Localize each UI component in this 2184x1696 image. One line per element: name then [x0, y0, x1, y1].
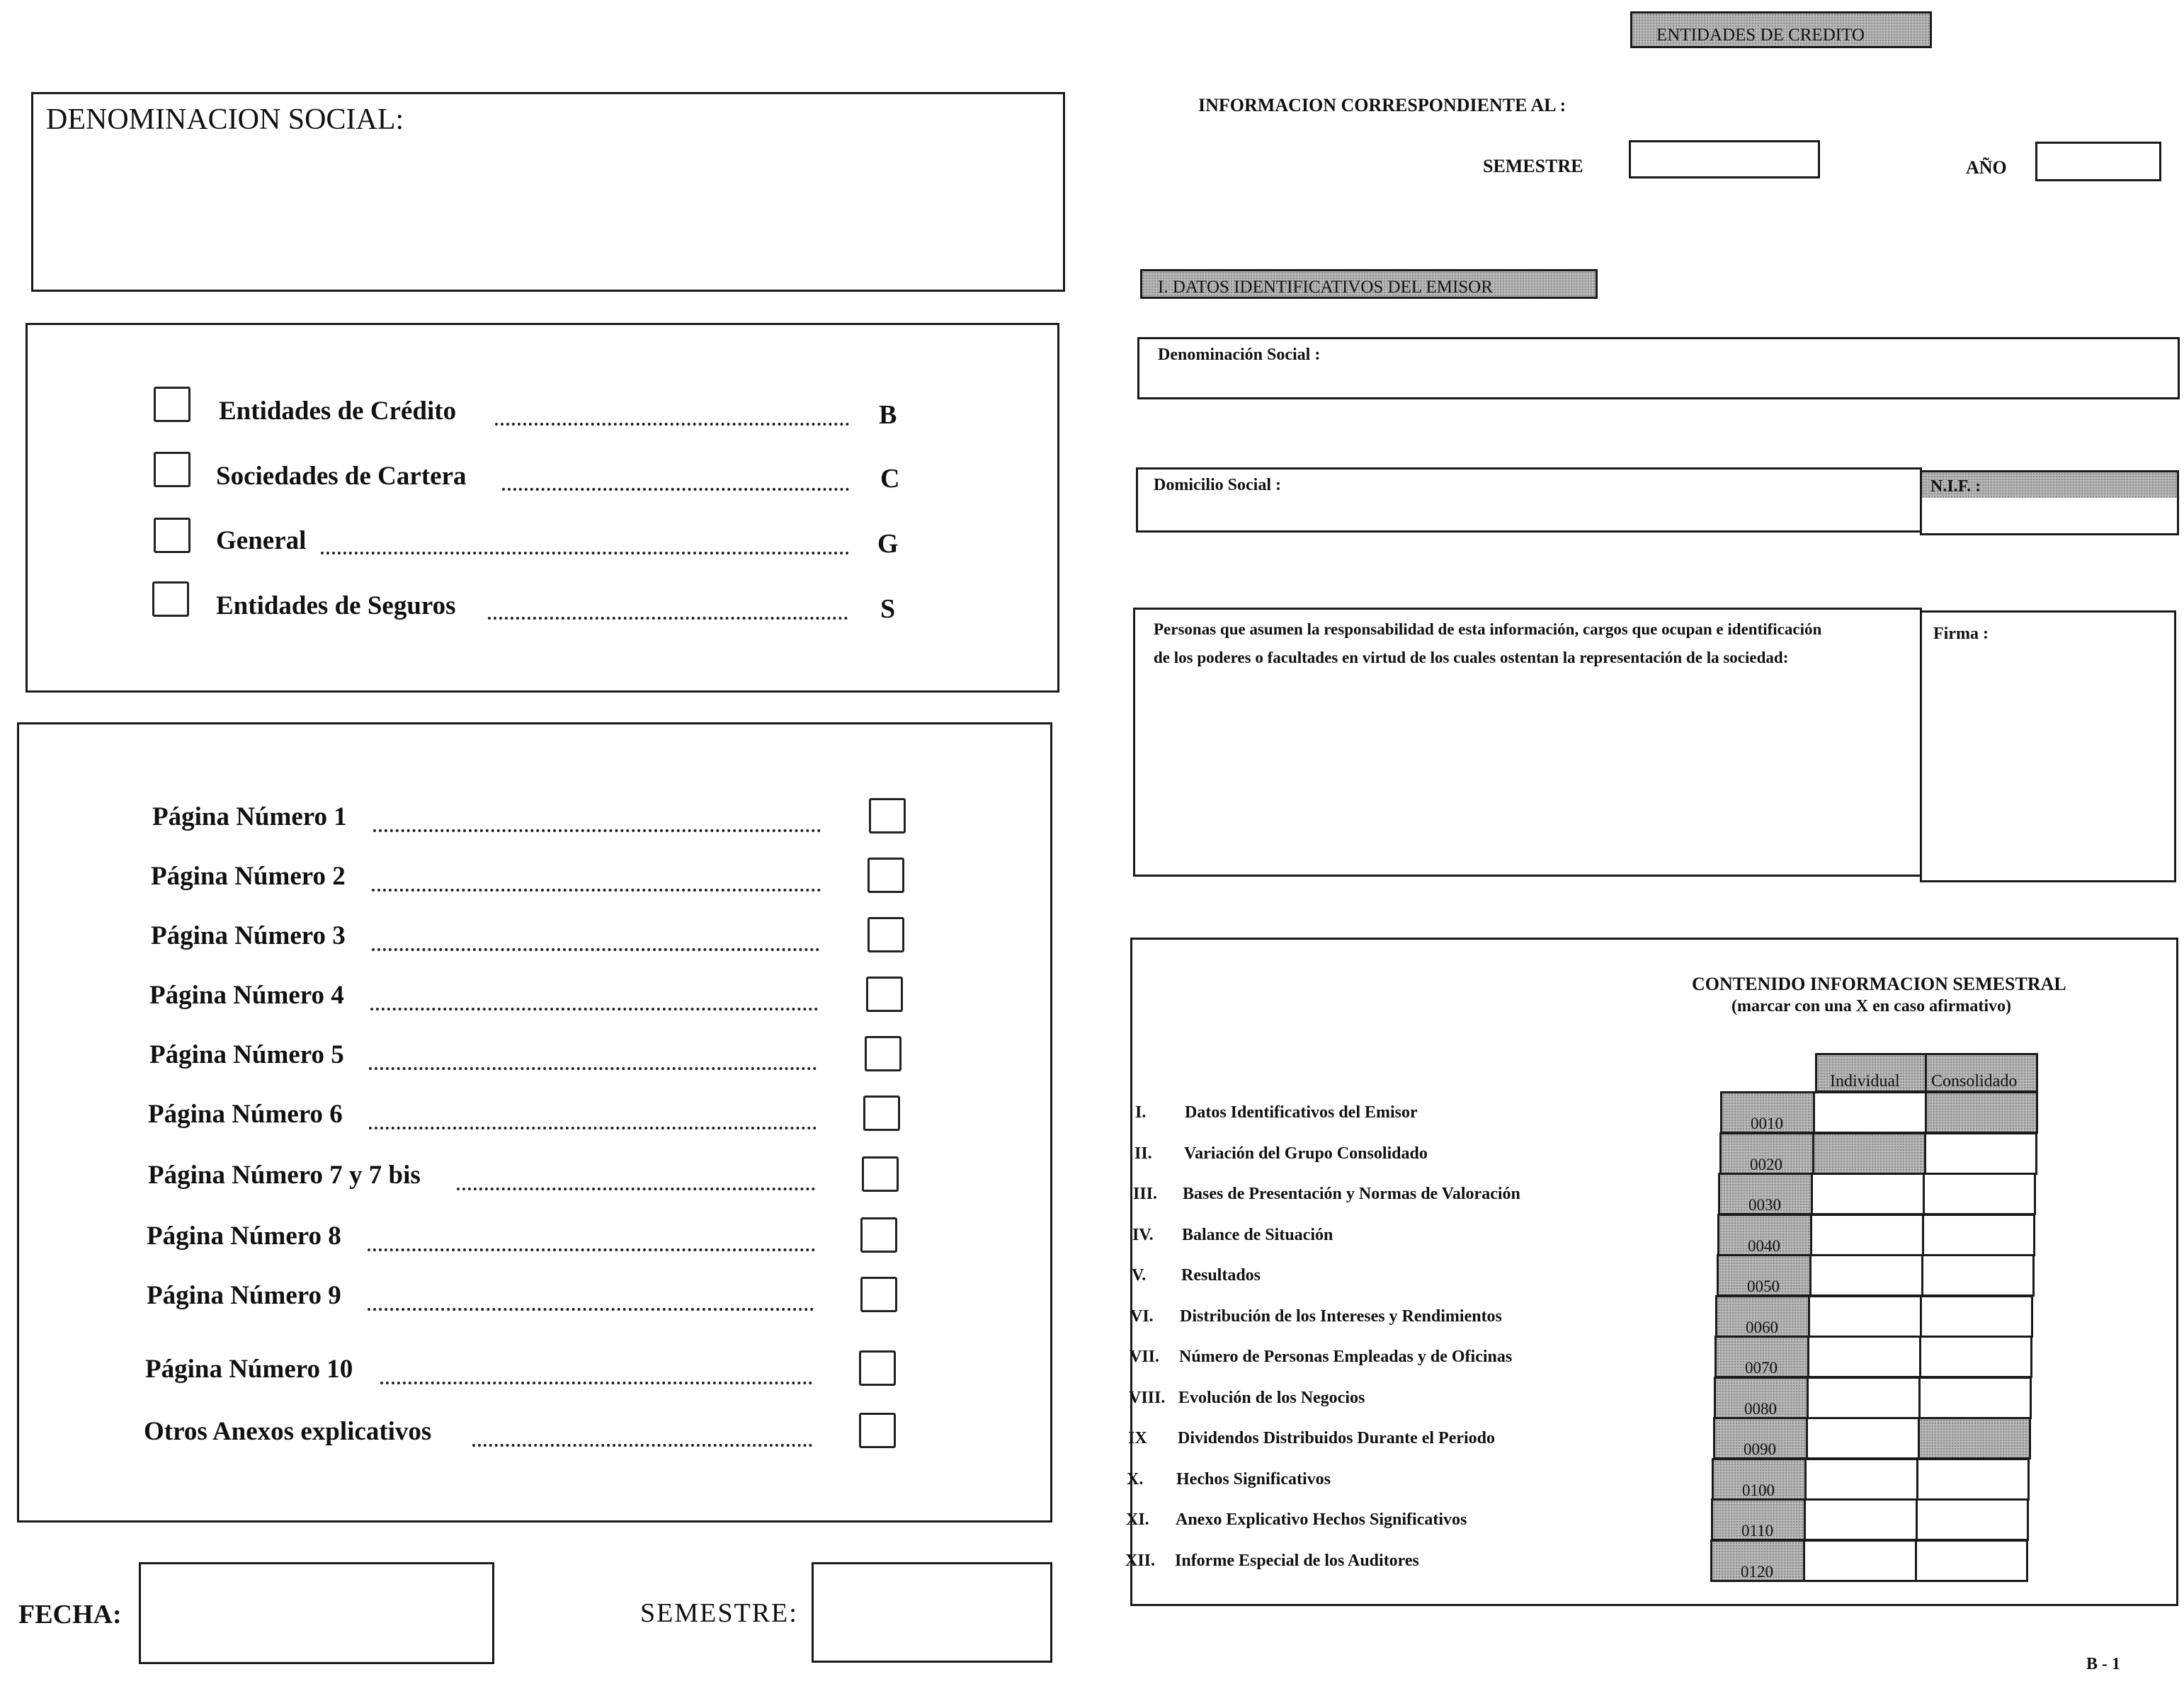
checkbox-individual-0070[interactable] [1807, 1336, 1921, 1378]
section-number: II. [1134, 1144, 1152, 1163]
firma-label: Firma : [1933, 625, 1989, 643]
responsables-text-2: de los poderes o facultades en virtud de los cuales ostentan la representación de la sociedad: [1154, 649, 1789, 666]
anio-field[interactable] [2035, 142, 2161, 181]
section-code-cell [1718, 1173, 1813, 1215]
checkbox-individual-0100[interactable] [1804, 1458, 1918, 1501]
anio-label: AÑO [1966, 157, 2007, 178]
checkbox-individual-0030[interactable] [1811, 1173, 1925, 1215]
entity-label-seguros: Entidades de Seguros [216, 591, 456, 620]
fecha-field[interactable] [139, 1562, 494, 1664]
checkbox-individual-0040[interactable] [1810, 1214, 1924, 1256]
section1-banner [1140, 269, 1598, 299]
leader-dots [321, 552, 849, 554]
section-code: 0110 [1741, 1522, 1774, 1540]
entity-code-g: G [877, 529, 899, 559]
checkbox-page-1[interactable] [869, 798, 906, 833]
leader-dots [472, 1444, 812, 1447]
page-label: Página Número 1 [152, 802, 347, 831]
section-number: I. [1135, 1103, 1147, 1122]
checkbox-page-10[interactable] [859, 1350, 896, 1386]
section-number: VI. [1130, 1307, 1154, 1326]
leader-dots [495, 423, 849, 426]
leader-dots [372, 889, 821, 892]
page-label: Página Número 2 [151, 862, 346, 891]
section-code-cell [1717, 1254, 1812, 1297]
checkbox-general[interactable] [154, 518, 190, 553]
nif-header [1922, 472, 2177, 498]
section-label: Número de Personas Empleadas y de Oficinas [1179, 1348, 1513, 1366]
section-code-cell [1712, 1458, 1807, 1501]
page-label: Página Número 10 [145, 1355, 353, 1384]
contenido-subtitle: (marcar con una X en caso afirmativo) [1731, 997, 2012, 1015]
leader-dots [457, 1188, 815, 1190]
checkbox-individual-0120[interactable] [1803, 1540, 1917, 1582]
firma-field[interactable] [1920, 610, 2176, 882]
checkbox-consolidado-0090[interactable] [1918, 1417, 2031, 1459]
entity-label-cartera: Sociedades de Cartera [216, 462, 467, 491]
page-label: Página Número 8 [147, 1222, 341, 1251]
col-individual-label: Individual [1830, 1072, 1900, 1091]
pages-box [17, 722, 1052, 1523]
section-code-cell [1710, 1540, 1805, 1582]
domicilio-social-label: Domicilio Social : [1154, 476, 1281, 494]
leader-dots [502, 488, 849, 491]
info-correspondiente-label: INFORMACION CORRESPONDIENTE AL : [1198, 95, 1566, 115]
checkbox-individual-0010[interactable] [1813, 1091, 1927, 1134]
checkbox-page-4[interactable] [866, 977, 903, 1012]
checkbox-consolidado-0070[interactable] [1919, 1336, 2032, 1378]
page-label: Página Número 9 [147, 1281, 341, 1310]
section-label: Evolución de los Negocios [1178, 1388, 1365, 1407]
leader-dots [370, 1008, 818, 1011]
section-number: XII. [1125, 1551, 1156, 1570]
nif-label: N.I.F. : [1930, 477, 1981, 496]
checkbox-consolidado-0100[interactable] [1916, 1458, 2030, 1501]
semestre-label-right: SEMESTRE [1483, 156, 1583, 176]
nif-field[interactable] [1920, 470, 2179, 535]
checkbox-page-2[interactable] [868, 858, 904, 893]
leader-dots [488, 617, 848, 620]
checkbox-page-9[interactable] [860, 1277, 897, 1312]
section-label: Datos Identificativos del Emisor [1185, 1103, 1418, 1122]
leader-dots [369, 1067, 817, 1070]
checkbox-page-8[interactable] [860, 1217, 897, 1253]
section-number: XI. [1126, 1510, 1149, 1529]
banner-entidades-credito [1630, 11, 1932, 48]
section-number: VIII. [1129, 1388, 1166, 1407]
leader-dots [372, 948, 819, 951]
page-label: Página Número 5 [149, 1040, 344, 1069]
checkbox-individual-0020[interactable] [1812, 1132, 1926, 1175]
denominacion-social-field[interactable] [1137, 337, 2180, 399]
page-id: B - 1 [2086, 1655, 2120, 1673]
leader-dots [368, 1248, 815, 1251]
entity-code-c: C [880, 464, 900, 494]
section-label: Hechos Significativos [1176, 1469, 1331, 1489]
checkbox-page-6[interactable] [863, 1095, 900, 1131]
checkbox-consolidado-0010[interactable] [1925, 1091, 2038, 1134]
col-header-consolidado [1925, 1053, 2038, 1093]
section-label: Anexo Explicativo Hechos Significativos [1176, 1510, 1467, 1529]
page-label: Página Número 3 [151, 921, 346, 950]
checkbox-individual-0050[interactable] [1809, 1254, 1923, 1297]
section-label: Distribución de los Intereses y Rendimientos [1180, 1307, 1502, 1326]
checkbox-consolidado-0120[interactable] [1915, 1540, 2028, 1582]
denominacion-social-box[interactable] [31, 92, 1065, 292]
checkbox-entidades-seguros[interactable] [152, 581, 189, 617]
checkbox-sociedades-cartera[interactable] [154, 452, 190, 487]
col-consolidado-label: Consolidado [1931, 1072, 2018, 1091]
denominacion-social-label: DENOMINACION SOCIAL: [46, 103, 404, 136]
section-code: 0070 [1745, 1359, 1778, 1377]
section-number: X. [1127, 1469, 1144, 1489]
section-code: 0080 [1744, 1399, 1777, 1418]
section-label: Balance de Situación [1182, 1225, 1333, 1244]
section-number: IV. [1132, 1225, 1154, 1244]
section-code: 0020 [1750, 1155, 1782, 1173]
denominacion-social-field-label: Denominación Social : [1158, 346, 1321, 364]
section-label: Bases de Presentación y Normas de Valoración [1183, 1185, 1520, 1203]
checkbox-consolidado-0020[interactable] [1924, 1132, 2037, 1175]
checkbox-entidades-credito[interactable] [154, 387, 190, 422]
checkbox-page-5[interactable] [865, 1036, 902, 1071]
leader-dots [368, 1308, 814, 1311]
section-label: Informe Especial de los Auditores [1175, 1551, 1419, 1570]
section-label: Resultados [1181, 1266, 1261, 1285]
section-code-cell [1711, 1498, 1806, 1541]
col-header-individual [1815, 1053, 1927, 1093]
section-code-cell [1717, 1214, 1812, 1256]
section-code-cell [1719, 1132, 1814, 1175]
section-number: III. [1133, 1185, 1158, 1203]
checkbox-consolidado-0110[interactable] [1916, 1498, 2029, 1541]
page-label: Página Número 4 [149, 981, 344, 1010]
domicilio-social-field[interactable] [1136, 467, 1922, 533]
page-label: Página Número 7 y 7 bis [148, 1161, 421, 1190]
semestre-label-left: SEMESTRE: [640, 1598, 798, 1628]
checkbox-consolidado-0030[interactable] [1923, 1173, 2036, 1215]
section-code: 0060 [1746, 1318, 1778, 1336]
section-code: 0030 [1748, 1196, 1781, 1214]
section-code-cell [1714, 1377, 1809, 1419]
entity-code-s: S [880, 594, 896, 624]
semestre-field-left[interactable] [812, 1562, 1052, 1663]
checkbox-page-3[interactable] [868, 917, 904, 952]
contenido-title: CONTENIDO INFORMACION SEMESTRAL [1692, 974, 2066, 994]
section-code: 0090 [1744, 1440, 1776, 1458]
section-code-cell [1715, 1295, 1810, 1338]
banner-text: ENTIDADES DE CREDITO [1656, 25, 1865, 45]
section-code: 0120 [1741, 1562, 1773, 1581]
section-code: 0100 [1742, 1481, 1775, 1499]
checkbox-consolidado-0080[interactable] [1918, 1377, 2032, 1419]
entity-label-credito: Entidades de Crédito [219, 397, 457, 426]
entity-label-general: General [216, 526, 307, 555]
responsables-field[interactable] [1133, 608, 1922, 877]
section-code-cell [1720, 1091, 1815, 1134]
checkbox-otros-anexos[interactable] [859, 1413, 896, 1448]
checkbox-individual-0090[interactable] [1806, 1417, 1920, 1459]
checkbox-individual-0110[interactable] [1804, 1498, 1918, 1541]
entity-type-box [25, 323, 1059, 693]
page-label: Página Número 6 [148, 1100, 343, 1129]
leader-dots [369, 1127, 817, 1129]
section-code: 0040 [1748, 1236, 1780, 1255]
fecha-label: FECHA: [18, 1600, 122, 1629]
semestre-field-right[interactable] [1629, 140, 1820, 178]
section-code-cell [1714, 1336, 1809, 1378]
section-code: 0010 [1751, 1115, 1783, 1132]
checkbox-page-7[interactable] [862, 1156, 899, 1192]
responsables-text-1: Personas que asumen la responsabilidad de esta información, cargos que ocupan e identificación [1154, 620, 1822, 638]
checkbox-individual-0080[interactable] [1807, 1377, 1921, 1419]
contenido-box [1125, 938, 2178, 1606]
section1-banner-text: I. DATOS IDENTIFICATIVOS DEL EMISOR [1158, 278, 1493, 297]
section-number: VII. [1130, 1348, 1160, 1366]
section-number: IX [1128, 1429, 1147, 1447]
section-code: 0050 [1747, 1277, 1780, 1295]
checkbox-consolidado-0040[interactable] [1922, 1214, 2035, 1256]
checkbox-individual-0060[interactable] [1808, 1295, 1922, 1338]
checkbox-consolidado-0060[interactable] [1920, 1295, 2033, 1338]
section-label: Variación del Grupo Consolidado [1184, 1144, 1428, 1163]
leader-dots [380, 1382, 812, 1384]
entity-code-b: B [879, 400, 897, 430]
section-code-cell [1713, 1417, 1808, 1459]
leader-dots [373, 829, 821, 832]
section-label: Dividendos Distribuidos Durante el Periodo [1178, 1429, 1496, 1447]
checkbox-consolidado-0050[interactable] [1921, 1254, 2035, 1297]
section-number: V. [1132, 1266, 1147, 1285]
page-label: Otros Anexos explicativos [144, 1417, 432, 1446]
